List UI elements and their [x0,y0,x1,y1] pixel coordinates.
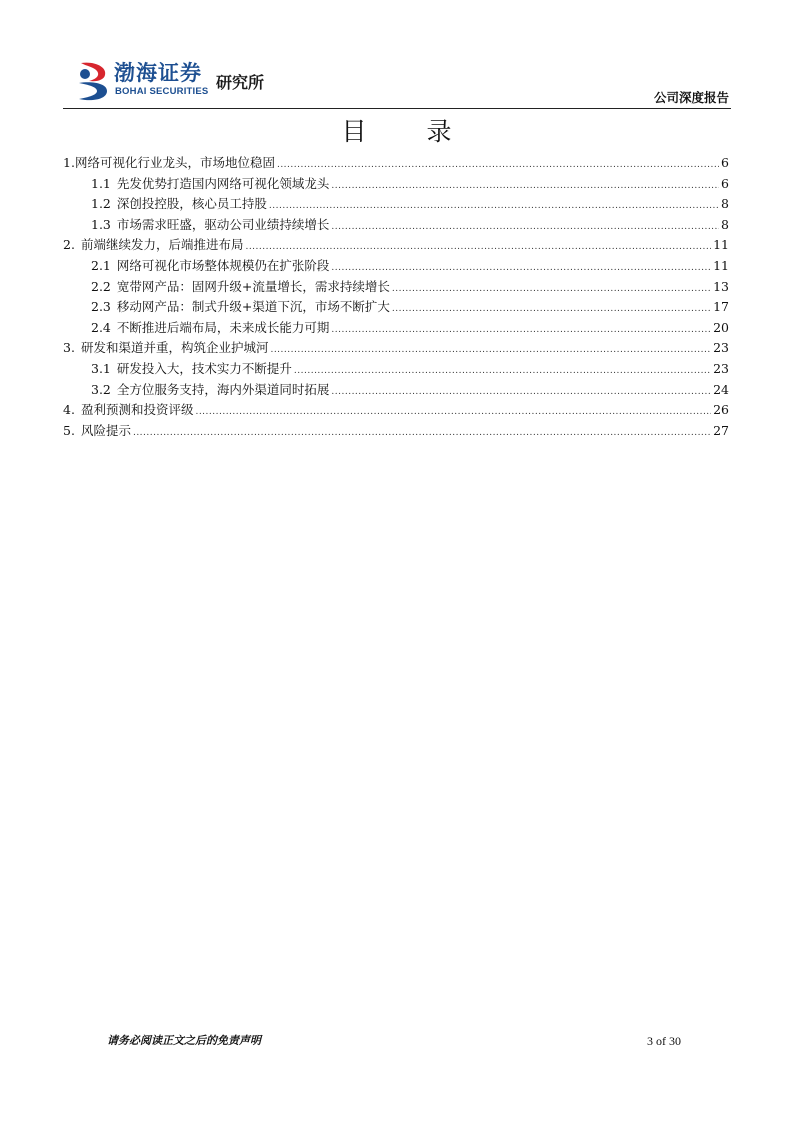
toc-entry-number: 2. [63,237,75,253]
toc-entry-page: 11 [713,237,729,253]
toc-entry-page: 8 [721,216,729,232]
toc-entry-number: 1. [63,155,75,170]
toc-entry-title: 深创投控股，核心员工持股 [116,196,267,212]
toc-entry-number: 4. [63,402,75,418]
toc-entry-page: 6 [721,155,729,170]
toc-dot-leader [392,299,711,320]
toc-entry-page: 8 [721,196,729,212]
toc-entry[interactable] [63,359,729,380]
toc-entry-title: 研发投入大，技术实力不断提升 [116,360,292,376]
toc-dot-leader [331,382,711,403]
toc-entry-number: 2.2 [91,278,111,294]
toc-entry[interactable] [63,153,729,174]
toc-entry[interactable] [63,338,729,359]
toc-entry-number: 1.3 [91,216,111,232]
toc-entry-title: 风险提示 [80,422,131,438]
toc-entry-title: 移动网产品：制式升级+渠道下沉，市场不断扩大 [116,299,390,315]
toc-entry-page: 24 [713,381,729,397]
toc-entry-page: 23 [713,340,729,356]
toc-entry-page: 11 [713,257,729,273]
toc-entry[interactable] [63,318,729,339]
disclaimer-notice: 请务必阅读正文之后的免责声明 [107,1034,261,1047]
toc-dot-leader [270,340,711,361]
logo-english-name: BOHAI SECURITIES [115,86,209,97]
toc-entry[interactable] [63,256,729,277]
toc-entry-number: 5. [63,422,75,438]
toc-entry-number: 2.3 [91,299,111,315]
toc-entry-number: 1.2 [91,196,111,212]
toc-entry-title: 前端继续发力，后端推进布局 [80,237,244,253]
toc-entry-title: 网络可视化市场整体规模仍在扩张阶段 [116,257,330,273]
bohai-logo-icon [75,61,109,101]
toc-entry-number: 2.1 [91,257,111,273]
toc-entry-title: 研发和渠道并重，构筑企业护城河 [80,340,269,356]
toc-entry-title: 不断推进后端布局，未来成长能力可期 [116,319,330,335]
logo-chinese-name: 渤海证券 [114,61,202,85]
toc-dot-leader [245,237,711,258]
toc-entry[interactable] [63,194,729,215]
toc-entry-page: 17 [713,299,729,315]
toc-entry-title: 网络可视化行业龙头，市场地位稳固 [74,155,275,170]
toc-entry-number: 3.1 [91,360,111,376]
toc-entry-page: 23 [713,360,729,376]
toc-entry-title: 全方位服务支持，海内外渠道同时拓展 [116,381,330,397]
toc-entry[interactable] [63,174,729,195]
page-number: 3 of 30 [647,1034,681,1048]
toc-entry[interactable] [63,277,729,298]
toc-dot-leader [331,217,719,238]
institute-label: 研究所 [216,73,265,92]
toc-dot-leader [331,176,719,197]
toc-entry-title: 宽带网产品：固网升级+流量增长，需求持续增长 [116,278,390,294]
toc-dot-leader [294,361,711,382]
toc-entry[interactable] [63,297,729,318]
toc-entry-page: 13 [713,278,729,294]
toc-entry-page: 26 [713,402,729,418]
toc-entry[interactable] [63,380,729,401]
toc-entry-title: 先发优势打造国内网络可视化领域龙头 [116,175,330,191]
header-divider [63,108,731,109]
toc-entry-title: 市场需求旺盛，驱动公司业绩持续增长 [116,216,330,232]
toc-dot-leader [133,423,711,444]
toc-entry-number: 3.2 [91,381,111,397]
toc-entry[interactable] [63,400,729,421]
report-type-label: 公司深度报告 [653,90,729,105]
toc-entry-number: 1.1 [91,175,111,191]
toc-entry-number: 2.4 [91,319,111,335]
page-header [63,56,731,110]
toc-entry[interactable] [63,235,729,256]
toc-dot-leader [195,402,711,423]
toc-entry-page: 6 [721,175,729,191]
table-of-contents [63,153,729,441]
toc-entry-number: 3. [63,340,75,356]
toc-dot-leader [331,258,711,279]
toc-entry-page: 27 [713,422,729,438]
toc-entry-page: 20 [713,319,729,335]
toc-dot-leader [331,320,711,341]
toc-dot-leader [277,155,719,176]
toc-dot-leader [269,196,719,217]
toc-entry-title: 盈利预测和投资评级 [80,402,194,418]
toc-entry[interactable] [63,215,729,236]
toc-dot-leader [392,279,711,300]
toc-entry[interactable] [63,421,729,442]
toc-title: 目 录 [341,117,478,146]
